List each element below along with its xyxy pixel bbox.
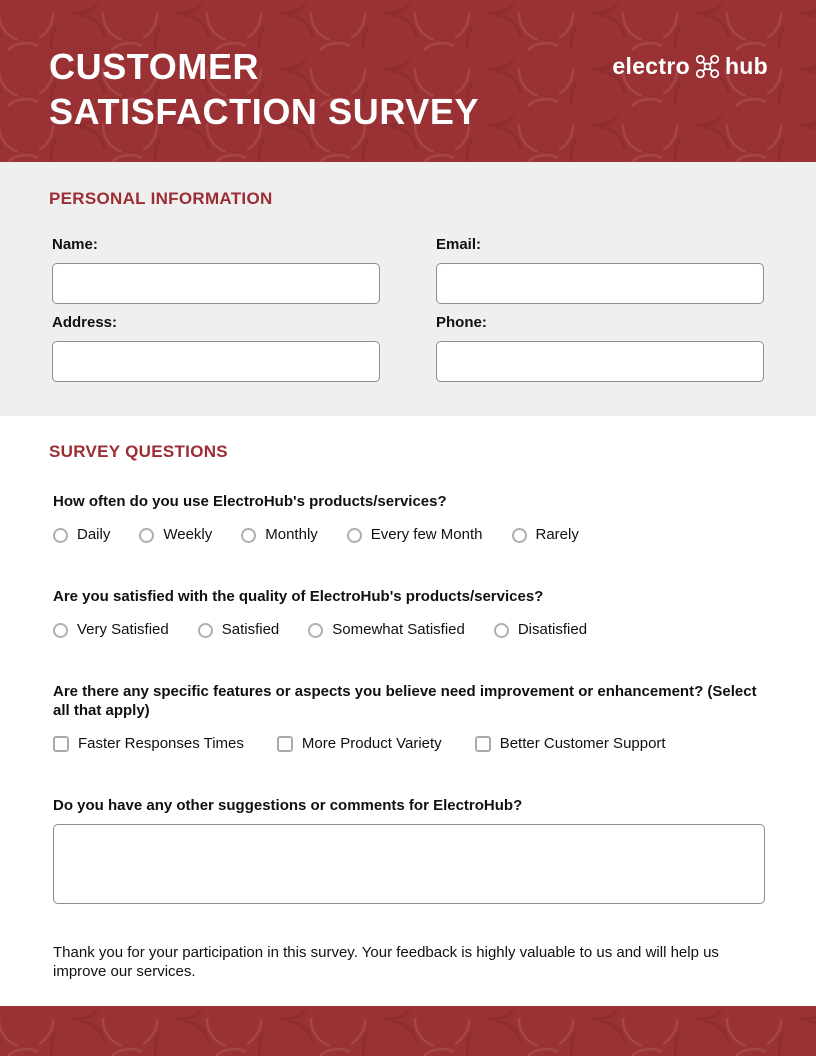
personal-fields-grid (52, 226, 764, 382)
address-input[interactable] (52, 341, 380, 382)
option-label: Every few Month (370, 526, 483, 543)
radio-option-disatisfied[interactable] (494, 620, 587, 640)
drone-icon (694, 53, 721, 80)
question-text: Do you have any other suggestions or comments for ElectroHub? (53, 797, 523, 814)
usage-frequency-options (53, 525, 764, 545)
page-footer (0, 1006, 816, 1056)
email-label: Email: (436, 236, 482, 253)
page-header (0, 0, 816, 162)
address-field-group (52, 314, 380, 382)
satisfaction-options (53, 620, 764, 640)
question-usage-frequency (53, 492, 764, 545)
radio-very-satisfied[interactable] (53, 623, 68, 638)
address-label: Address: (52, 314, 118, 331)
page-title-line1: CUSTOMER (49, 46, 260, 87)
checkbox-option-product-variety[interactable] (277, 734, 442, 754)
radio-every-few-month[interactable] (347, 528, 362, 543)
page-title (49, 44, 479, 134)
radio-somewhat-satisfied[interactable] (308, 623, 323, 638)
checkbox-option-faster-responses[interactable] (53, 734, 244, 754)
option-label: Daily (77, 526, 111, 543)
radio-option-monthly[interactable] (241, 525, 318, 545)
option-label: Somewhat Satisfied (332, 621, 465, 638)
option-label: Disatisfied (517, 621, 588, 638)
footer-arc-pattern (0, 1006, 816, 1056)
brand-word-right: hub (724, 53, 768, 79)
option-label: More Product Variety (301, 735, 442, 752)
question-text: Are there any specific features or aspects you believe need improvement or enhancement? (Select all that apply) (53, 683, 757, 719)
email-field-group (436, 236, 764, 304)
radio-option-very-satisfied[interactable] (53, 620, 169, 640)
radio-option-satisfied[interactable] (198, 620, 280, 640)
question-satisfaction (53, 587, 764, 640)
question-comments (53, 796, 764, 904)
radio-satisfied[interactable] (198, 623, 213, 638)
checkbox-product-variety[interactable] (277, 736, 293, 752)
radio-rarely[interactable] (512, 528, 527, 543)
comments-textarea[interactable] (53, 824, 765, 904)
phone-input[interactable] (436, 341, 764, 382)
brand-word-left: electro (612, 53, 690, 79)
question-text: Are you satisfied with the quality of ElectroHub's products/services? (53, 588, 544, 605)
checkbox-faster-responses[interactable] (53, 736, 69, 752)
page-title-line2: SATISFACTION SURVEY (49, 91, 480, 132)
checkbox-option-customer-support[interactable] (475, 734, 666, 754)
name-input[interactable] (52, 263, 380, 304)
personal-information-heading: PERSONAL INFORMATION (49, 189, 273, 208)
option-label: Very Satisfied (77, 621, 169, 638)
radio-option-somewhat-satisfied[interactable] (308, 620, 465, 640)
radio-option-every-few-month[interactable] (347, 525, 483, 545)
radio-option-weekly[interactable] (139, 525, 212, 545)
phone-field-group (436, 314, 764, 382)
question-improvements (53, 682, 764, 754)
radio-daily[interactable] (53, 528, 68, 543)
personal-information-section (0, 162, 816, 416)
phone-label: Phone: (436, 314, 487, 331)
survey-questions-heading: SURVEY QUESTIONS (49, 442, 228, 461)
improvement-options (53, 734, 764, 754)
survey-questions-section (0, 416, 816, 1006)
brand-logo (612, 53, 768, 80)
radio-monthly[interactable] (241, 528, 256, 543)
email-input[interactable] (436, 263, 764, 304)
radio-disatisfied[interactable] (494, 623, 509, 638)
name-label: Name: (52, 236, 98, 253)
question-text: How often do you use ElectroHub's products/services? (53, 493, 447, 510)
option-label: Satisfied (221, 621, 280, 638)
radio-option-rarely[interactable] (512, 525, 579, 545)
option-label: Rarely (535, 526, 579, 543)
closing-message: Thank you for your participation in this survey. Your feedback is highly valuable to us and will help us improve our services. (53, 944, 719, 980)
radio-weekly[interactable] (139, 528, 154, 543)
option-label: Weekly (163, 526, 213, 543)
name-field-group (52, 236, 380, 304)
option-label: Monthly (265, 526, 318, 543)
radio-option-daily[interactable] (53, 525, 110, 545)
checkbox-customer-support[interactable] (475, 736, 491, 752)
option-label: Better Customer Support (499, 735, 666, 752)
option-label: Faster Responses Times (78, 735, 244, 752)
